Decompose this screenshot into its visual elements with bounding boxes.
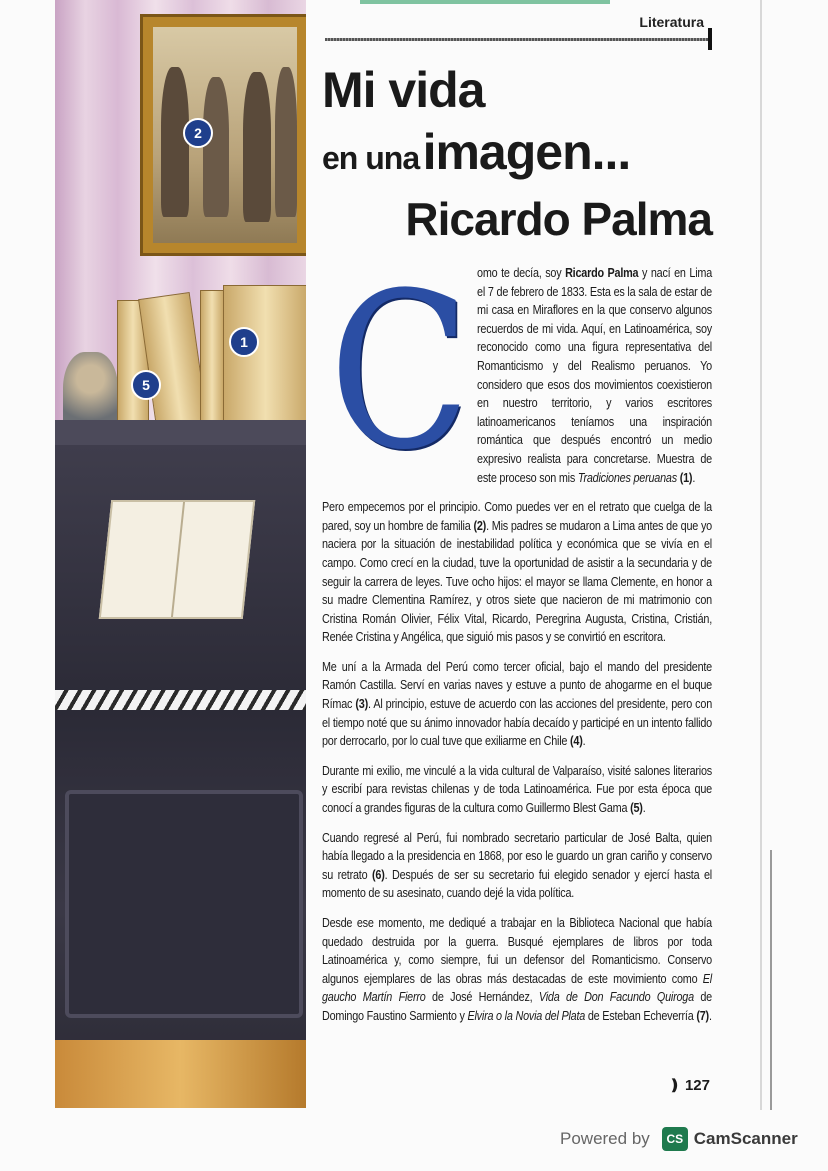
bold-text: (1): [679, 470, 693, 485]
family-portrait: [140, 14, 306, 256]
text-run: Pero empecemos por el principio. Como puedes ver en el retrato que cuelga de la pared, soy un hombre de familia: [322, 500, 712, 533]
text-run: .: [642, 801, 646, 816]
scan-edge: [770, 850, 772, 1110]
italic-title: Elvira o la Novia del Plata: [467, 1008, 586, 1023]
bold-text: (2): [473, 518, 487, 533]
author-name: Ricardo Palma: [405, 193, 712, 245]
text-run: .: [708, 1008, 712, 1023]
drop-cap: C: [328, 246, 471, 497]
title-line-2: [322, 124, 630, 193]
marker-badge-1: 1: [229, 327, 259, 357]
text-run: Durante mi exilio, me vinculé a la vida cultural de Valparaíso, visité salones literarios y escribí para revistas chilenas y de toda Latinoamérica. Fue por esta época que conocí a grandes figuras de la cultura como Guillermo Blest Gama: [322, 763, 712, 816]
article-paragraph: [322, 829, 712, 903]
title-imagen: imagen...: [422, 124, 631, 180]
scan-edge: [760, 0, 762, 1110]
bold-text: (4): [570, 734, 583, 749]
piano-keys: [55, 690, 306, 710]
text-run: omo te decía, soy: [477, 266, 566, 280]
page-number-value: 127: [684, 1077, 710, 1094]
title-en-una: en una: [322, 140, 420, 176]
article-body: [322, 246, 713, 1037]
text-run: de Esteban Echeverría: [585, 1008, 697, 1023]
text-run: Me uní a la Armada del Perú como tercer oficial, bajo el mando del presidente Ramón Castilla. Serví en varias naves y estuve a punto de ahogarme en el buque Rímac: [322, 659, 712, 712]
text-run: y nací en Lima el 7 de febrero de 1833. Esta es la sala de estar de mi casa en Miraflores en la que conservo algunos recuerdos de mi vida. Aquí, en Latinoamérica, soy reconocido como una figura representativa del Romanticismo y del Realismo peruanos. Yo considero que esos dos movimientos coexistieron en nuestro territorio, y varios escritores latinoamericanos teníamos una inspiración romántica que después encontró un medio expresivo realista para concretarse. Muestra de este proceso son mis: [477, 266, 713, 485]
camscanner-watermark: [560, 1127, 798, 1151]
header-rule-end: [708, 28, 712, 50]
text-run: .: [692, 470, 696, 485]
section-label: Literatura: [639, 14, 704, 30]
text-run: . Mis padres se mudaron a Lima antes de que yo naciera por la situación de inestabilidad política y económica que se vivía en el campo. Como crecí en la ciudad, tuve la oportunidad de asistir a la secundaria y de seguir la carrera de leyes. Tuve ocho hijos: el mayor se llama Clemente, en honor a su madre Clementina Ramírez, y otros siete que nacieron de mi matrimonio con Cristina Román Olivier, Félix Vital, Ricardo, Peregrina Augusta, Cristina, Cristián, Renée Cristina y Angélica, que siguió mis pasos y se convirtió en escritora.: [322, 518, 712, 645]
living-room-illustration: [55, 0, 306, 1108]
bold-text: (6): [372, 867, 385, 882]
marker-badge-5: 5: [131, 370, 161, 400]
article-paragraph: [322, 246, 713, 497]
watermark-brand: CamScanner: [693, 1129, 798, 1148]
text-run: . Al principio, estuve de acuerdo con las acciones del presidente, pero con el tiempo noté que su ánimo innovador había decaído y participé en un intento fallido por derrocarlo, por lo cual tuve que exiliarme en Chile: [322, 697, 713, 749]
italic-title: Vida de Don Facundo Quiroga: [538, 990, 694, 1005]
italic-title: Tradiciones peruanas: [577, 470, 677, 485]
piano-panel: [65, 790, 303, 1018]
text-run: de Domingo Faustino Sarmiento y: [322, 990, 712, 1023]
article-paragraph: [322, 658, 712, 751]
scan-edge-stripe: [360, 0, 610, 4]
article-paragraph: [322, 498, 712, 647]
text-run: .: [582, 734, 586, 749]
bold-text: (7): [696, 1008, 709, 1023]
italic-title: El gaucho Martín Fierro: [322, 971, 712, 1005]
book: [200, 290, 224, 427]
open-book: [99, 500, 256, 619]
article-paragraph: [322, 762, 712, 818]
book-tradiciones-peruanas: [223, 285, 306, 427]
text-run: Desde ese momento, me dediqué a trabajar en la Biblioteca Nacional que había quedado destruida por la guerra. Busqué ejemplares de libros por toda Latinoamérica y, como siempre, fui un defensor del Romanticismo. Conservo algunos ejemplares de las obras más destacadas de este movimiento como: [322, 916, 712, 986]
text-run: de José Hernández,: [425, 990, 539, 1005]
watermark-prefix: Powered by: [560, 1129, 650, 1148]
bold-text: Ricardo Palma: [565, 266, 639, 280]
bold-text: (3): [355, 697, 368, 712]
text-run: . Después de ser su secretario fui elegido senador y ejercí hasta el momento de su asesinato, cuando dejé la vida política.: [322, 867, 712, 901]
camscanner-logo-icon: CS: [662, 1127, 688, 1151]
text-run: Cuando regresé al Perú, fui nombrado secretario particular de José Balta, quien había llegado a la presidencia en 1868, por eso le guardo un gran cariño y conservo su retrato: [322, 830, 712, 882]
floor: [55, 1040, 306, 1108]
marker-badge-2: 2: [183, 118, 213, 148]
article-paragraph: [322, 914, 712, 1026]
page-number: ❫ 127: [668, 1077, 710, 1094]
title-line-1: Mi vida: [322, 62, 485, 118]
header-rule: [325, 38, 710, 41]
bold-text: (5): [630, 801, 643, 816]
